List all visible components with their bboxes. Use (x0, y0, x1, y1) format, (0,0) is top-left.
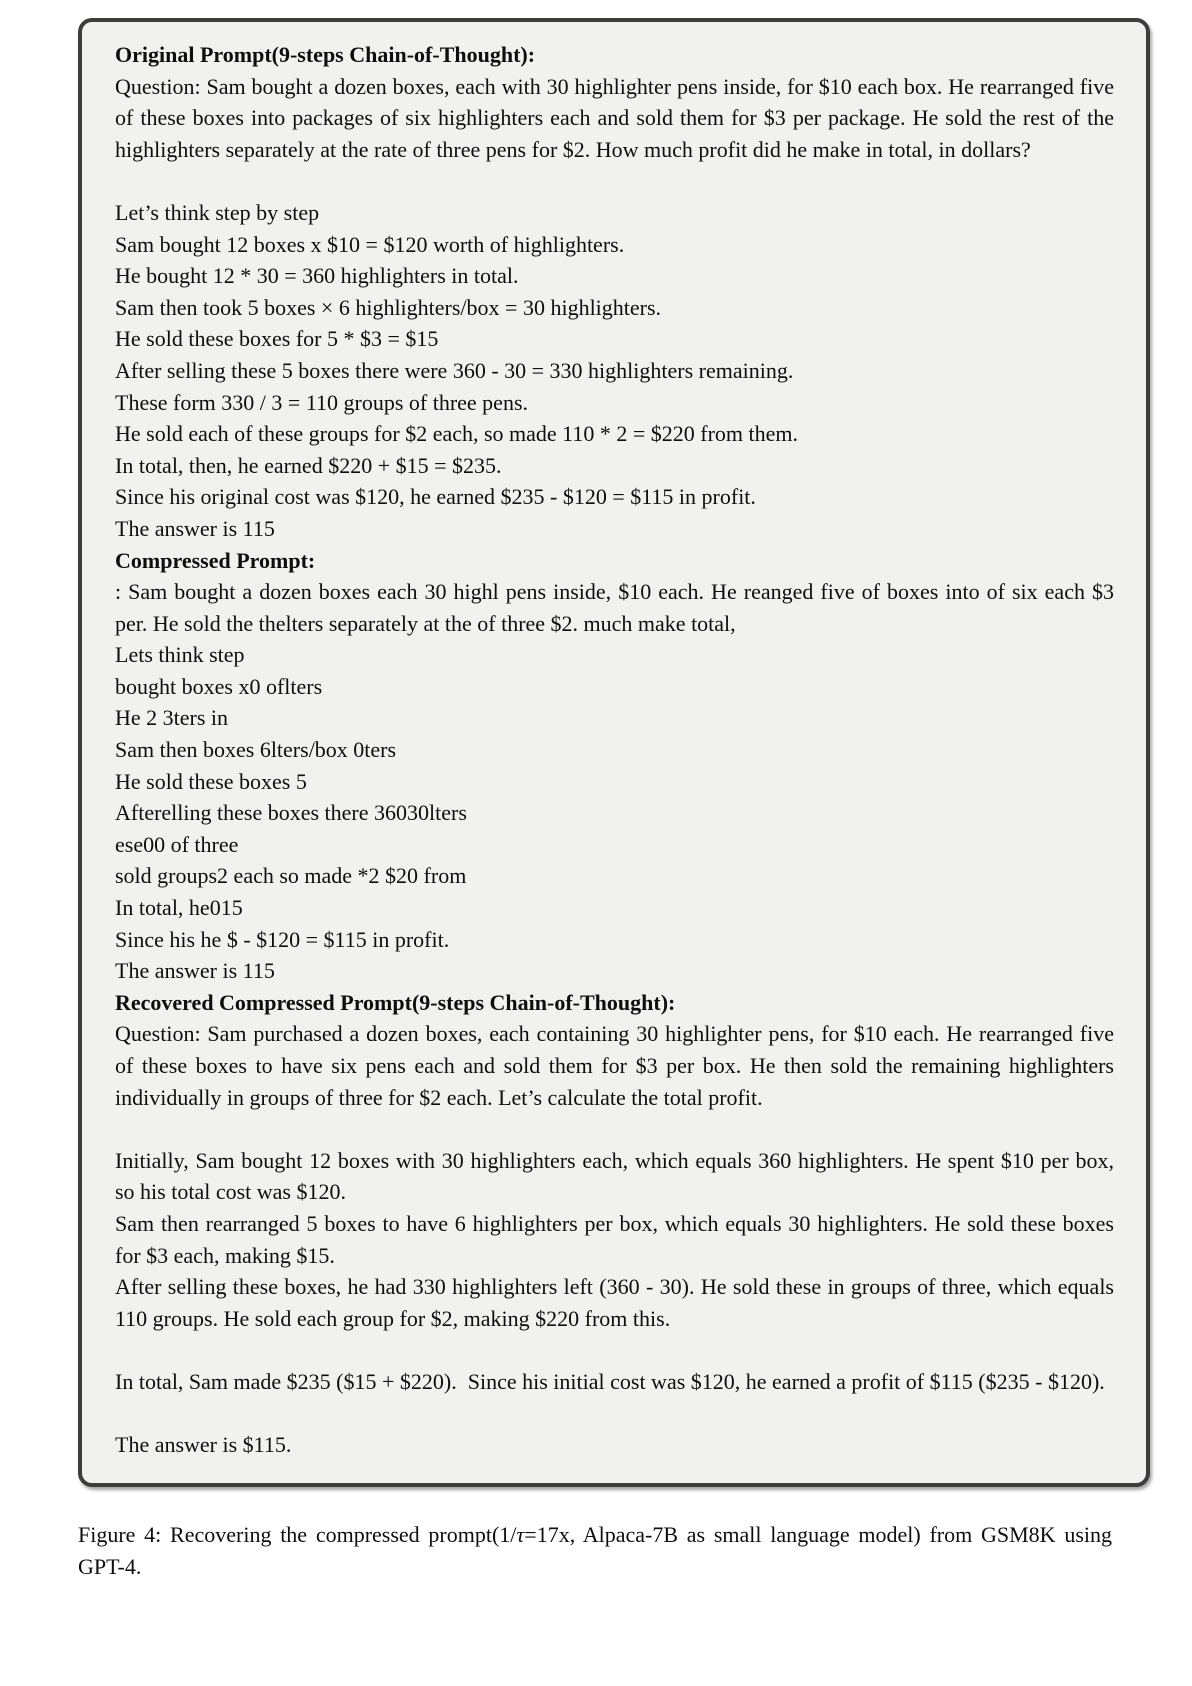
figure-text-line: He sold these boxes for 5 * $3 = $15 (115, 326, 439, 352)
figure-text-line: Question: Sam purchased a dozen boxes, each containing 30 highlighter pens, for $10 each. He rearranged five of these boxes to have six pens each and sold them for $3 per box. He then sold the remaining highlighters individually in groups of three for $2 each. Let’s calculate the total profit. (115, 1021, 1120, 1110)
figure-text-line: Sam bought 12 boxes x $10 = $120 worth of highlighters. (115, 231, 625, 257)
figure-text-line: Sam then boxes 6lters/box 0ters (115, 737, 397, 763)
figure-blank-line (115, 1113, 1114, 1145)
figure-box (78, 18, 1150, 1487)
figure-blank-line (115, 165, 1114, 197)
figure-text-line: Initially, Sam bought 12 boxes with 30 highlighters each, which equals 360 highlighters. He spent $10 per box, so his total cost was $120. (115, 1147, 1120, 1205)
figure-section-heading: Original Prompt(9-steps Chain-of-Thought): (115, 42, 536, 67)
figure-text-line: Let’s think step by step (115, 199, 320, 225)
figure-text-line: Sam then rearranged 5 boxes to have 6 highlighters per box, which equals 30 highlighters. He sold these boxes for $3 each, making $15. (115, 1210, 1120, 1268)
figure-text-line: In total, Sam made $235 ($15 + $220). Since his initial cost was $120, he earned a profit of $115 ($235 - $120). (115, 1368, 1105, 1394)
figure-text-line: sold groups2 each so made *2 $20 from (115, 863, 467, 889)
figure-caption (78, 1519, 1112, 1584)
figure-text-line: He sold these boxes 5 (115, 768, 307, 794)
figure-text-line: The answer is $115. (115, 1432, 292, 1458)
figure-text-line: These form 330 / 3 = 110 groups of three pens. (115, 389, 529, 415)
caption-text-before-tau: Figure 4: Recovering the compressed prompt(1/ (78, 1521, 517, 1547)
figure-text-line: : Sam bought a dozen boxes each 30 highl pens inside, $10 each. He reanged five of boxes into of six each $3 per. He sold the thelters separately at the of three $2. much make total, (115, 579, 1120, 636)
figure-blank-line (115, 1398, 1114, 1430)
paper-figure-region (0, 18, 1192, 1584)
figure-text-line: The answer is 115 (115, 958, 275, 984)
figure-text-line: Afterelling these boxes there 36030lters (115, 800, 467, 826)
figure-blank-line (115, 1334, 1114, 1366)
figure-text-line: After selling these boxes, he had 330 highlighters left (360 - 30). He sold these in groups of three, which equals 110 groups. He sold each group for $2, making $220 from this. (115, 1274, 1120, 1331)
figure-text-line: In total, then, he earned $220 + $15 = $235. (115, 452, 502, 478)
figure-text-line: ese00 of three (115, 831, 239, 857)
figure-text-line: Since his original cost was $120, he earned $235 - $120 = $115 in profit. (115, 484, 756, 510)
figure-text-line: The answer is 115 (115, 515, 275, 541)
figure-text-line: Since his he $ - $120 = $115 in profit. (115, 926, 450, 952)
figure-section-heading: Recovered Compressed Prompt(9-steps Chain-of-Thought): (115, 989, 676, 1015)
figure-text-line: Lets think step (115, 642, 245, 668)
figure-section-heading: Compressed Prompt: (115, 547, 316, 573)
figure-text-line: He bought 12 * 30 = 360 highlighters in total. (115, 263, 519, 289)
figure-text-line: He sold each of these groups for $2 each, so made 110 * 2 = $220 from them. (115, 421, 799, 447)
figure-text-line: In total, he015 (115, 895, 243, 921)
figure-text-line: bought boxes x0 oflters (115, 673, 323, 699)
figure-text-line: He 2 3ters in (115, 705, 229, 731)
caption-text-after-tau: =17x, Alpaca-7B as small language model) from GSM8K using GPT-4. (78, 1521, 1112, 1580)
figure-text-line: After selling these 5 boxes there were 360 - 30 = 330 highlighters remaining. (115, 357, 794, 383)
figure-text-line: Sam then took 5 boxes × 6 highlighters/box = 30 highlighters. (115, 294, 662, 320)
figure-text-line: Question: Sam bought a dozen boxes, each with 30 highlighter pens inside, for $10 each box. He rearranged five of these boxes into packages of six highlighters each and sold them for $3 per package. He sold the rest of the highlighters separately at the rate of three pens for $2. How much profit did he make in total, in dollars? (115, 73, 1120, 162)
tau-symbol: τ (516, 1521, 525, 1547)
